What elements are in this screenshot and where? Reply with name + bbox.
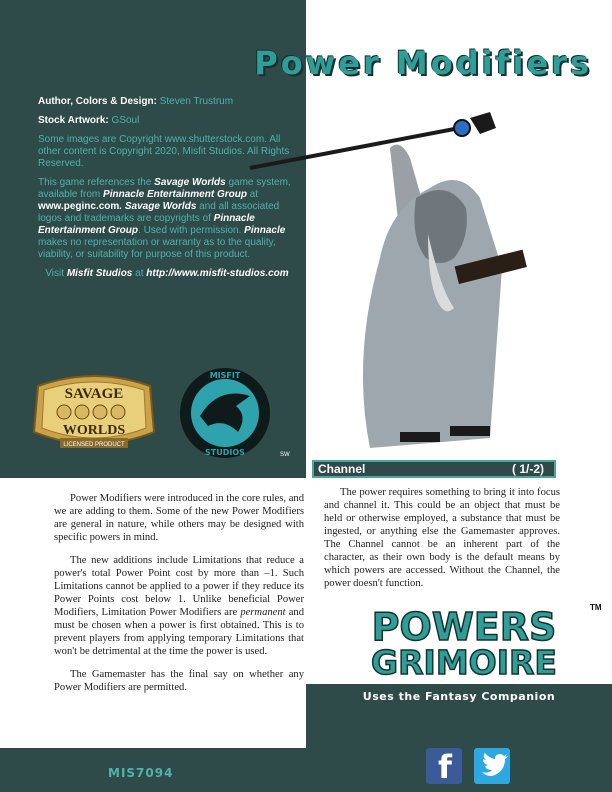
author-value: Steven Trustrum (159, 96, 234, 107)
misfit-text: MISFIT (209, 371, 241, 380)
visit-url[interactable]: http://www.misfit-studios.com (146, 268, 289, 279)
license-pinnacle: Pinnacle Entertainment Group (38, 213, 255, 236)
studios-text: STUDIOS (205, 448, 245, 457)
channel-description: The power requires something to bring it into focus and channel it. This could be an object that must be held or otherwise employed, a substance that must be ingested, or anything else the Gamemaster approves. The Channel cannot be an inherent part of the character, as their own body is the default means by which powers are accessed. Without the Channel, the power doesn't function. (324, 487, 560, 589)
license-part: . Savage Worlds (119, 201, 197, 212)
channel-column (324, 486, 560, 590)
limitations-part: The new additions include Limitations that reduce a power's total Power Point cost by more than –1. Such Limitations cannot be applied to a power if they reduce its Power Points cost below 1. Unlike beneficial Power Modifiers, Limitation Power Modifiers are (54, 555, 304, 618)
author-line (38, 96, 296, 108)
twitter-bird-icon (474, 748, 510, 784)
grimoire-text: GRIMOIRE (371, 643, 557, 678)
savage-worlds-logo (30, 372, 158, 452)
license-part: game system, available from (38, 177, 291, 200)
facebook-glyph: f (438, 748, 452, 786)
lower-panel (306, 714, 612, 748)
limitations-part: and must be chosen when a power is first obtained. This is to prevent players from applying temporary Limitations that won't be detrimental at the time the power is used. (54, 607, 304, 657)
product-code: MIS7094 (108, 766, 174, 780)
license-part: . Used with permission. (138, 225, 242, 236)
limitations-paragraph (54, 554, 304, 658)
savage-text: SAVAGE (64, 386, 124, 402)
intro-paragraph: Power Modifiers were introduced in the core rules, and we are adding to them. Some of the new Power Modifiers are general in nature, while others may be designed with specific powers in mind. (54, 493, 304, 543)
channel-name: Channel (318, 462, 366, 476)
footer-bar (0, 748, 612, 792)
visit-at: at (135, 268, 144, 279)
powers-text: POWERS (371, 606, 557, 649)
channel-heading (312, 460, 556, 478)
visit-misfit: Misfit Studios (66, 268, 133, 279)
licensed-text: LICENSED PRODUCT (63, 442, 125, 448)
gamemaster-paragraph: The Gamemaster has the final say on whether any Power Modifiers are permitted. (54, 669, 304, 693)
stock-value: GSoul (111, 115, 140, 126)
copyright-text: Some images are Copyright www.shutterstock.com. All other content is Copyright 2020, Misfit Studios. All Rights Reserved. (38, 134, 290, 169)
intro-column (54, 492, 304, 704)
channel-cost: ( 1/-2) (511, 462, 544, 476)
limitations-emphasis: permanent (240, 607, 286, 618)
visit-label: Visit (45, 268, 65, 279)
facebook-icon[interactable] (426, 748, 462, 784)
license-part: at (249, 189, 259, 200)
worlds-text: WORLDS (62, 423, 126, 438)
powers-grimoire-logo (316, 606, 612, 678)
license-part: This game references the (38, 177, 152, 188)
sw-mark: SW (280, 452, 290, 458)
companion-note: Uses the Fantasy Companion (362, 690, 556, 703)
license-part: makes no representation or warranty as to the quality, viability, or suitability for purpose of this product. (38, 237, 276, 260)
license-url[interactable]: www.peginc.com (38, 201, 120, 212)
license-part: and all associated logos and trademarks are copyrights of (38, 201, 280, 224)
trademark-mark: TM (590, 603, 602, 612)
wizard-illustration (240, 108, 540, 460)
stock-label: Stock Artwork: (38, 115, 109, 126)
twitter-icon[interactable] (474, 748, 510, 784)
license-sw: Savage Worlds (154, 177, 226, 188)
license-pinnacle: Pinnacle Entertainment Group (103, 189, 247, 200)
title-background (306, 0, 612, 44)
author-label: Author, Colors & Design: (38, 96, 157, 107)
license-pinnacle: Pinnacle (244, 225, 286, 236)
page-title: Power Modifiers (254, 44, 592, 82)
